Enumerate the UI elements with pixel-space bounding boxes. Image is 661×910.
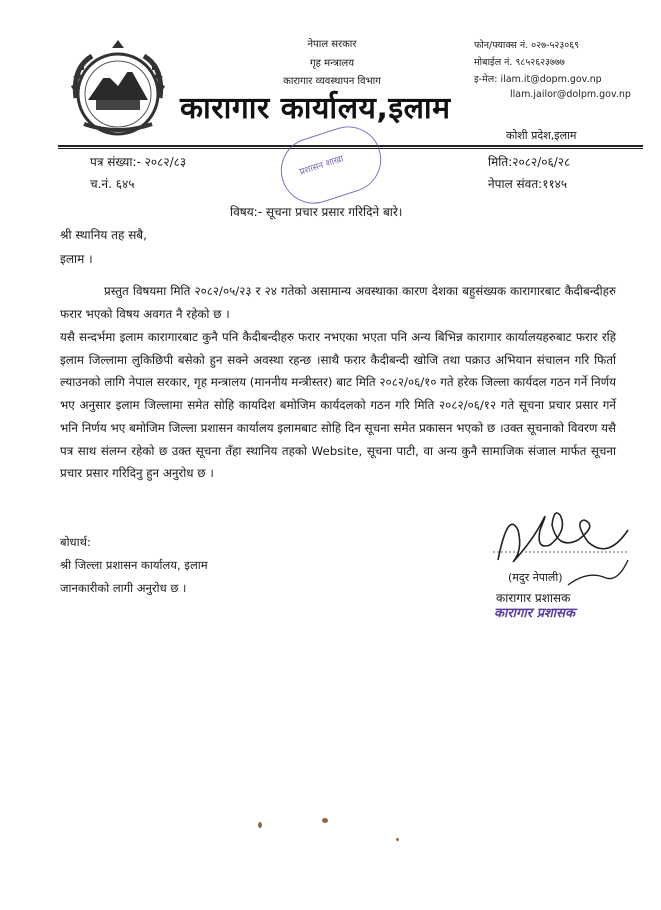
signatory-designation: कारागार प्रशासक [496, 591, 571, 605]
paper-speck [322, 818, 328, 823]
dispatch-number: च.नं. ६४५ [90, 177, 135, 191]
paper-speck [396, 838, 399, 841]
signatory-name: (मदुर नेपाली) [508, 571, 563, 584]
ministry-name: गृह मन्त्रालय [309, 58, 355, 69]
province-location: कोशी प्रदेश,इलाम [506, 129, 577, 142]
letter-number: पत्र संख्या:- २०८२/८३ [90, 155, 187, 169]
paper-speck [258, 822, 262, 828]
body-paragraph-1-text: प्रस्तुत विषयमा मिति २०८२/०५/२३ र २४ गतेको असामान्य अवस्थाका कारण देशका बहुसंख्यक कारागारबाट कैदीबन्दीहरु फरार भएको विषय अवगत नै रहेको छ । [60, 284, 616, 321]
designation-stamp: कारागार प्रशासक [494, 606, 575, 621]
office-title: कारागार कार्यालय,इलाम [180, 91, 451, 126]
letter-date: मिति:२०८२/०६/२८ [488, 155, 571, 169]
email-secondary[interactable]: llam.jailor@dolpm.gov.np [510, 89, 631, 100]
letter-subject: विषय:- सूचना प्रचार प्रसार गरिदिने बारे। [230, 205, 403, 219]
email-label: इ-मेल: [474, 74, 498, 85]
nepal-emblem-icon [62, 38, 174, 136]
nepal-sambat: नेपाल संवत:११४५ [488, 177, 568, 191]
government-name: नेपाल सरकार [307, 39, 357, 50]
email-row [474, 72, 602, 85]
body-paragraph-1 [60, 280, 616, 325]
addressee-line-1: श्री स्थानिय तह सबै, [60, 228, 147, 242]
body-paragraph-2-text: यसै सन्दर्भमा इलाम कारागारबाट कुनै पनि कैदीबन्दीहरु फरार नभएका भएता पनि अन्य बिभिन्न कारागार कार्यालयहरुबाट फरार रहि इलाम जिल्लामा लुकिछिपी बसेको हुन सक्ने अवस्था रहन्छ ।साथै फरार कैदीबन्दी खोजि तथा पक्राउ अभियान संचालन गरि फिर्ता ल्याउनको लागि नेपाल सरकार, गृह मन्त्रालय (माननीय मन्त्रीस्तर) बाट मिति २०८२/०६/१० गते हरेक जिल्ला कार्यदल गठन गर्ने निर्णय भए अनुसार इलाम जिल्लामा समेत सोहि कायदिश बमोजिम कार्यदलको गठन गरि मिति २०८२/०६/१२ गते सूचना प्रचार प्रसार गर्ने भनि निर्णय भए बमोजिम जिल्ला प्रशासन कार्यालय इलामबाट सोहि दिन सूचना समेत प्रकासन भएको छ ।उक्त सूचनाको विवरण यसै पत्र साथ संलग्न रहेको छ उक्त सूचना तँहा स्थानिय तहको Website, सूचना पाटी, वा अन्य कुनै सामाजिक संजाल मार्फत सूचना प्रचार प्रसार गरिदिनु हुन अनुरोध छ । [60, 330, 616, 481]
phone-number: फोन/फ्याक्स नं. ०२७-५२३०६९ [474, 40, 580, 51]
department-name: कारागार व्यवस्थापन विभाग [283, 76, 381, 87]
addressee-line-2: इलाम । [60, 252, 93, 266]
mobile-number: मोबाईल नं. ९८५२६२३७७७ [474, 57, 565, 68]
section-stamp [272, 118, 389, 212]
section-stamp-text: प्रशासन शाखा [298, 154, 345, 178]
cc-label: बोधार्थ: [60, 535, 91, 549]
cc-note: जानकारीको लागी अनुरोध छ । [60, 581, 187, 595]
email-primary[interactable]: ilam.it@dopm.gov.np [500, 74, 602, 85]
cc-recipient: श्री जिल्ला प्रशासन कार्यालय, इलाम [60, 558, 208, 572]
body-paragraph-2 [60, 326, 616, 485]
